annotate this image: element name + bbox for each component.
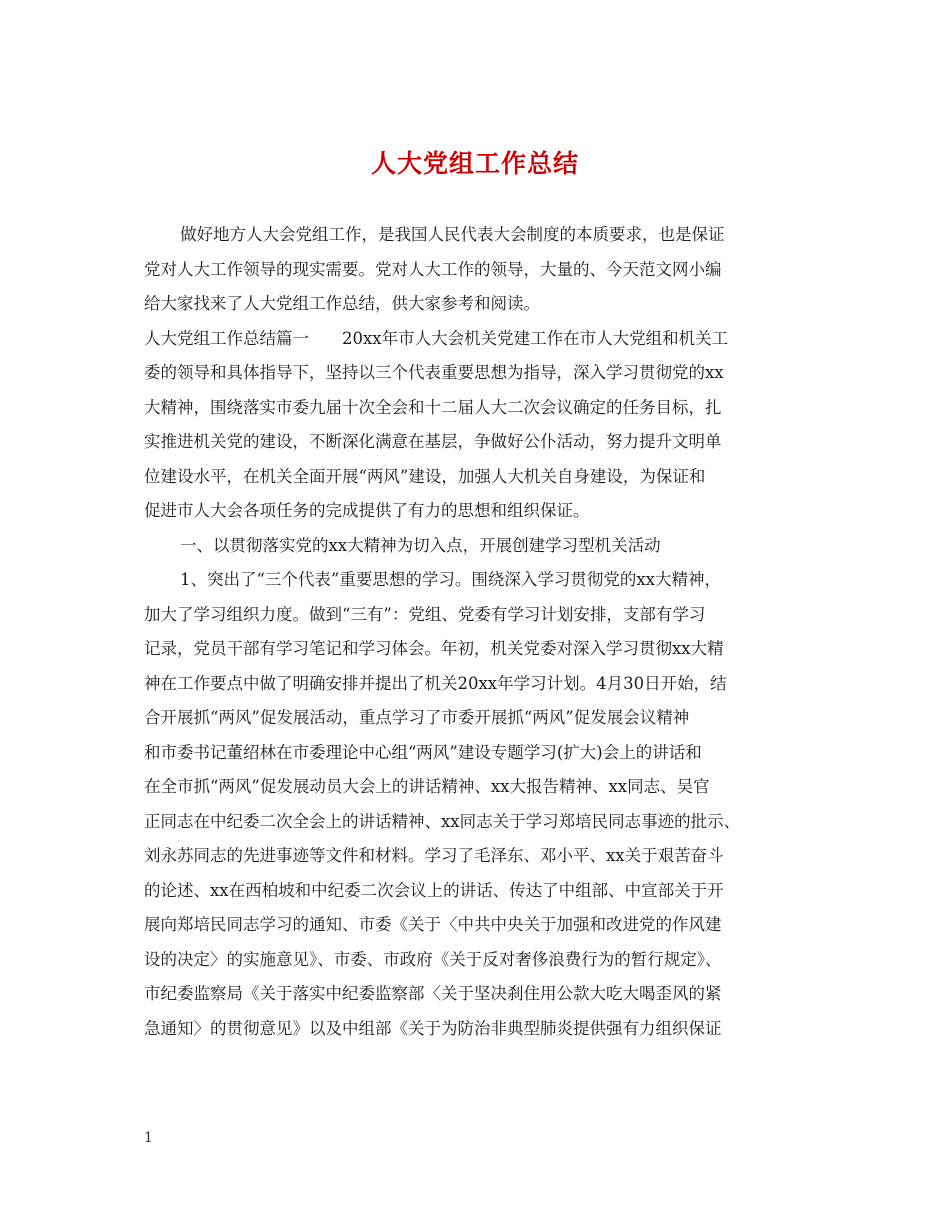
text-line: 做好地方人大会党组工作，是我国人民代表大会制度的本质要求，也是保证 xyxy=(180,225,725,244)
text-line: 大精神，围绕落实市委九届十次全会和十二届人大二次会议确定的任务目标，扎 xyxy=(144,397,722,417)
text-line: 刘永苏同志的先进事迹等文件和材料。学习了毛泽东、邓小平、xx关于艰苦奋斗 xyxy=(144,846,724,865)
text-line: 实推进机关党的建设，不断深化满意在基层，争做好公仆活动，努力提升文明单 xyxy=(144,432,722,451)
text-line: 市纪委监察局《关于落实中纪委监察部〈关于坚决刹住用公款大吃大喝歪风的紧 xyxy=(144,984,722,1003)
text-line: 给大家找来了人大党组工作总结，供大家参考和阅读。 xyxy=(144,294,540,313)
text-line: 在全市抓“两风”促发展动员大会上的讲话精神、xx大报告精神、xx同志、吴官 xyxy=(144,777,710,796)
text-line: 记录，党员干部有学习笔记和学习体会。年初，机关党委对深入学习贯彻xx大精 xyxy=(144,639,724,658)
text-line: 党对人大工作领导的现实需要。党对人大工作的领导，大量的、今天范文网小编 xyxy=(144,259,722,279)
text-line: 位建设水平，在机关全面开展“两风”建设，加强人大机关自身建设，为保证和 xyxy=(144,466,706,486)
text-line: 设的决定〉的实施意见》、市委、市政府《关于反对奢侈浪费行为的暂行规定》、 xyxy=(144,949,722,969)
text-line: 和市委书记董绍林在市委理论中心组“两风”建设专题学习(扩大)会上的讲话和 xyxy=(144,742,702,762)
text-line: 1、突出了“三个代表”重要思想的学习。围绕深入学习贯彻党的xx大精神， xyxy=(180,570,721,589)
document-title: 人大党组工作总结 xyxy=(370,149,579,178)
text-line: 促进市人大会各项任务的完成提供了有力的思想和组织保证。 xyxy=(144,501,590,520)
document-body xyxy=(144,218,816,1046)
text-line: 的论述、xx在西柏坡和中纪委二次会议上的讲话、传达了中组部、中宣部关于开 xyxy=(144,880,724,900)
text-line: 急通知〉的贯彻意见》以及中组部《关于为防治非典型肺炎提供强有力组织保证 xyxy=(144,1018,722,1038)
text-line: 展向郑培民同志学习的通知、市委《关于〈中共中央关于加强和改进党的作风建 xyxy=(144,915,722,934)
text-line: 一、以贯彻落实党的xx大精神为切入点，开展创建学习型机关活动 xyxy=(180,535,661,555)
text-line: 正同志在中纪委二次全会上的讲话精神、xx同志关于学习郑培民同志事迹的批示、 xyxy=(144,811,741,831)
text-line: 加大了学习组织力度。做到“三有”：党组、党委有学习计划安排，支部有学习 xyxy=(144,604,706,624)
text-line: 人大党组工作总结篇一 20xx年市人大会机关党建工作在市人大党组和机关工 xyxy=(144,328,729,348)
text-line: 合开展抓“两风”促发展活动，重点学习了市委开展抓“两风”促发展会议精神 xyxy=(144,708,690,727)
text-line: 神在工作要点中做了明确安排并提出了机关20xx年学习计划。4月30日开始，结 xyxy=(144,673,727,693)
page-number: 1 xyxy=(144,1130,153,1146)
text-line: 委的领导和具体指导下，坚持以三个代表重要思想为指导，深入学习贯彻党的xx xyxy=(144,363,724,382)
